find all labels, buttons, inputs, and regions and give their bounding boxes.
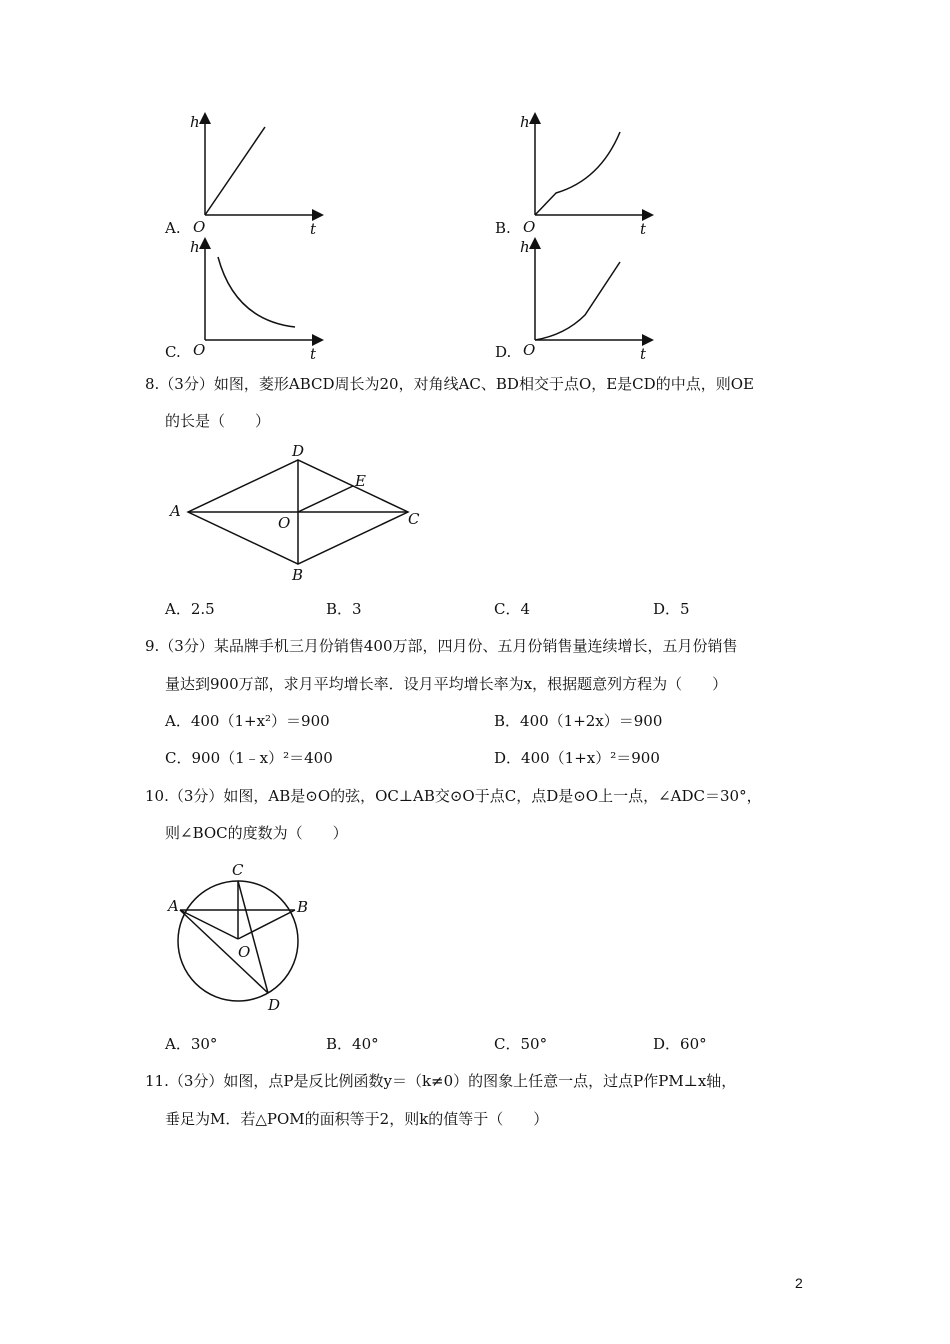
label-e: E <box>355 472 366 490</box>
origin-label: O <box>193 218 206 236</box>
h-label: h <box>190 238 200 256</box>
q9-line2: 量达到900万部，求月平均增长率．设月平均增长率为x，根据题意列方程为（ ） <box>165 675 728 693</box>
h-label: h <box>520 238 530 256</box>
q9-option-a[interactable]: A．400（1+x²）＝900 <box>165 712 330 730</box>
label-b: B <box>292 566 304 584</box>
q11-line2: 垂足为M．若△POM的面积等于2，则k的值等于（ ） <box>165 1110 549 1128</box>
q10-line2: 则∠BOC的度数为（ ） <box>165 824 348 842</box>
label-b: B <box>297 898 309 916</box>
q9-option-b[interactable]: B．400（1+2x）＝900 <box>494 712 663 730</box>
q10-option-d[interactable]: D．60° <box>653 1035 707 1053</box>
q10-option-c[interactable]: C．50° <box>494 1035 548 1053</box>
q10-figure <box>160 855 330 1015</box>
q9-option-c[interactable]: C．900（1﹣x）²＝400 <box>165 749 333 767</box>
origin-label: O <box>193 341 206 359</box>
option-label: C. <box>165 343 181 361</box>
q9-line1: 9.（3分）某品牌手机三月份销售400万部，四月份、五月份销售量连续增长，五月份销售 <box>145 637 738 655</box>
q8-option-c[interactable]: C．4 <box>494 600 531 618</box>
origin-label: O <box>523 218 536 236</box>
label-d: D <box>268 996 281 1014</box>
q9-option-d[interactable]: D．400（1+x）²＝900 <box>494 749 660 767</box>
graph-d-svg <box>490 235 660 365</box>
h-label: h <box>190 113 200 131</box>
curve-d <box>535 262 620 340</box>
option-label: D. <box>495 343 512 361</box>
graph-c <box>160 235 330 365</box>
segment-ao <box>180 910 238 939</box>
page-number: 2 <box>795 1275 803 1291</box>
label-c: C <box>232 861 244 879</box>
rhombus-svg <box>160 440 430 590</box>
label-d: D <box>292 442 305 460</box>
graph-b <box>490 110 660 240</box>
option-label: B. <box>495 219 511 237</box>
segment-oe <box>298 486 353 512</box>
circle-svg <box>160 855 330 1015</box>
q8-option-d[interactable]: D．5 <box>653 600 690 618</box>
graph-a <box>160 110 330 240</box>
label-o: O <box>238 943 251 961</box>
curve-linear <box>205 127 265 215</box>
t-label: t <box>310 345 317 363</box>
label-c: C <box>408 510 420 528</box>
curve-b <box>535 132 620 215</box>
graph-b-svg <box>490 110 660 240</box>
q10-line1: 10.（3分）如图，AB是⊙O的弦，OC⊥AB交⊙O于点C，点D是⊙O上一点，∠ADC＝30°， <box>145 787 762 805</box>
label-o: O <box>278 514 291 532</box>
q10-option-b[interactable]: B．40° <box>326 1035 379 1053</box>
graph-c-svg <box>160 235 330 365</box>
q8-option-a[interactable]: A．2.5 <box>165 600 215 618</box>
t-label: t <box>640 345 647 363</box>
q8-figure <box>160 440 430 590</box>
t-label: t <box>640 220 647 238</box>
origin-label: O <box>523 341 536 359</box>
option-label: A. <box>165 219 181 237</box>
graph-d <box>490 235 660 365</box>
q10-option-a[interactable]: A．30° <box>165 1035 218 1053</box>
graph-a-svg <box>160 110 330 240</box>
q8-line1: 8.（3分）如图，菱形ABCD周长为20，对角线AC、BD相交于点O，E是CD的中点，则OE <box>145 375 754 393</box>
h-label: h <box>520 113 530 131</box>
q8-option-b[interactable]: B．3 <box>326 600 362 618</box>
t-label: t <box>310 220 317 238</box>
q11-line1: 11.（3分）如图，点P是反比例函数y＝（k≠0）的图象上任意一点，过点P作PM⊥x轴， <box>145 1072 737 1090</box>
label-a: A <box>170 502 181 520</box>
label-a: A <box>168 897 179 915</box>
curve-c <box>218 257 295 327</box>
q8-line2: 的长是（ ） <box>165 412 271 430</box>
